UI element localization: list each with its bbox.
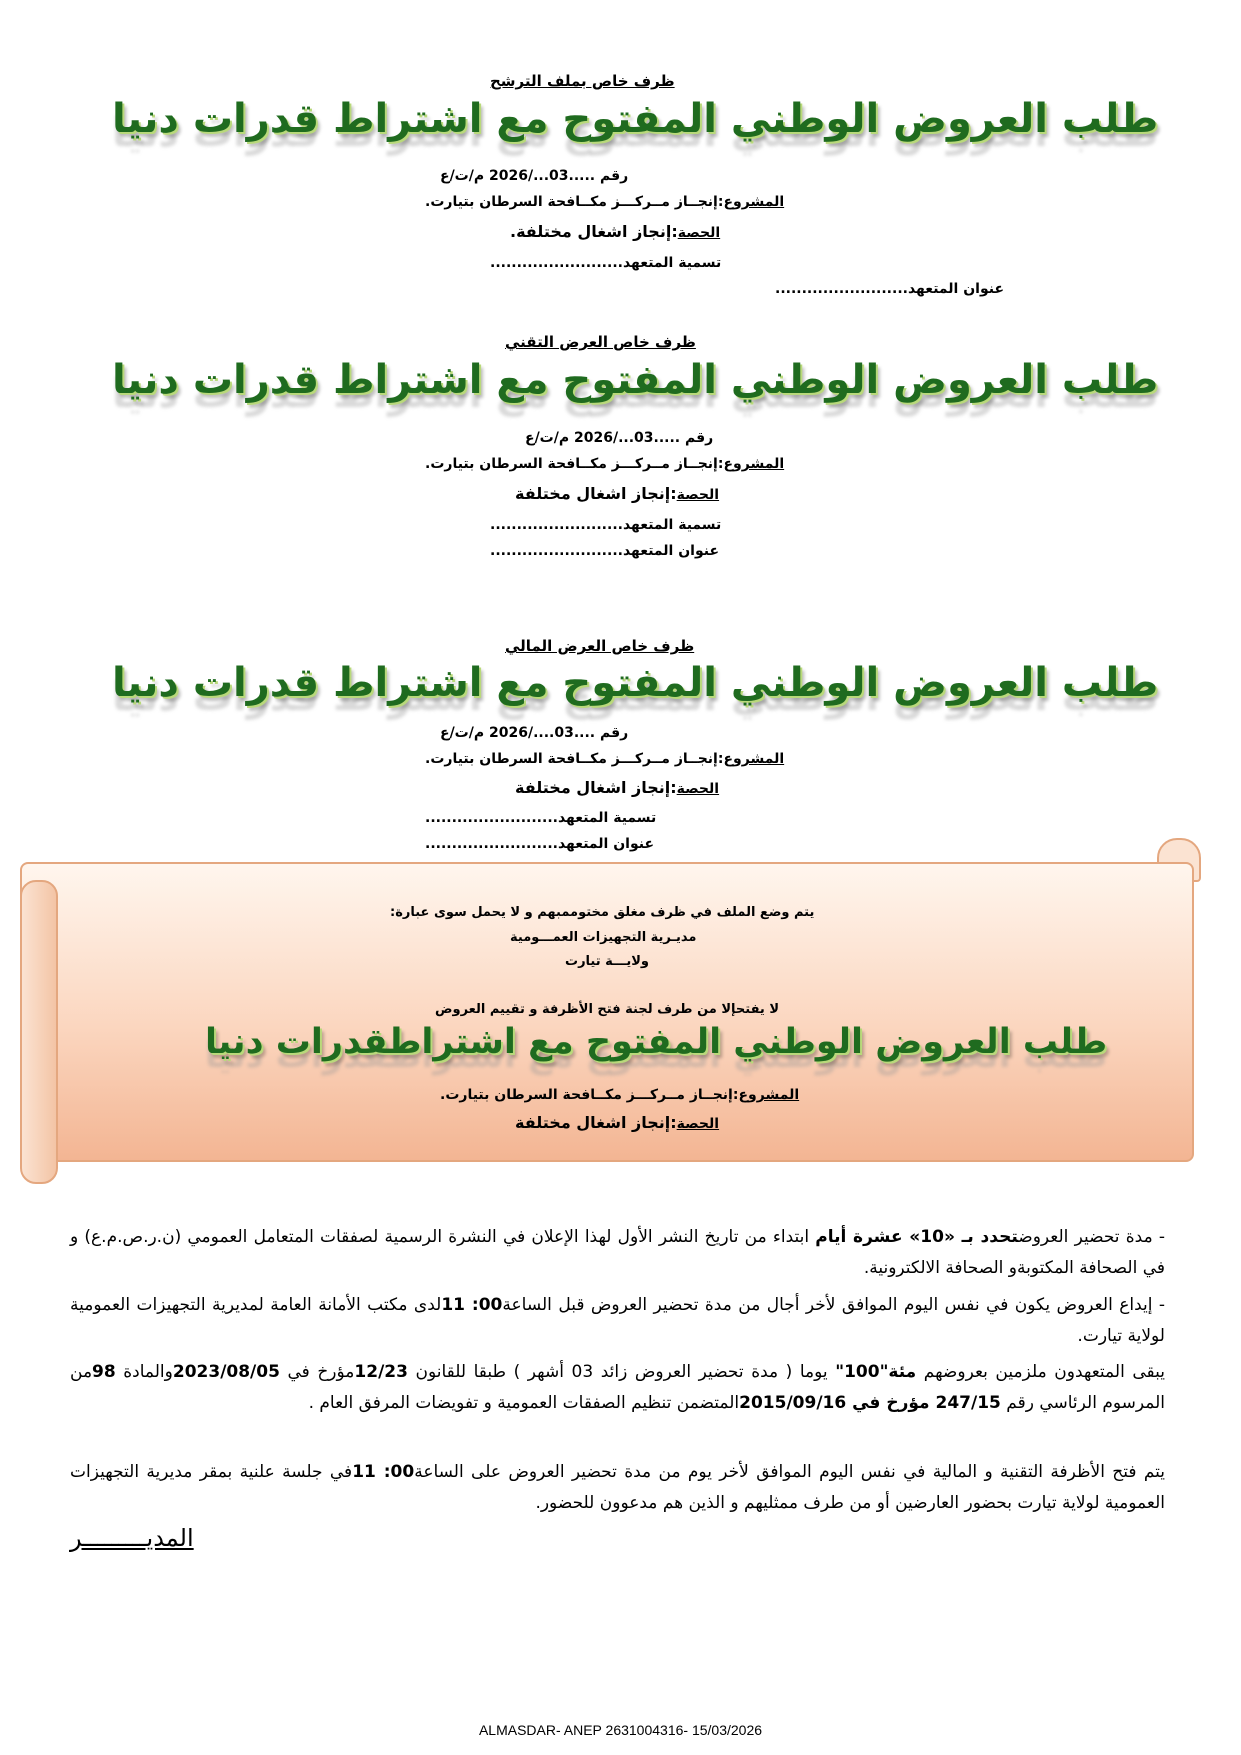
project-value: :إنجــاز مــركـــز مكــافحة السرطان بتيارت. bbox=[425, 456, 724, 472]
text: يبقى المتعهدون ملزمين بعروضهم bbox=[916, 1362, 1165, 1382]
scroll-directorate: مديـرية التجهيزات العمـــومية bbox=[510, 930, 697, 945]
text-bold: 98 bbox=[92, 1362, 116, 1382]
project-label: المشروع bbox=[723, 456, 785, 472]
project-label: المشروع bbox=[723, 751, 785, 767]
project-value: :إنجــاز مــركـــز مكــافحة السرطان بتيارت. bbox=[440, 1087, 739, 1103]
lot-label: الحصة bbox=[676, 1116, 720, 1132]
text-bold: 00: 11 bbox=[352, 1462, 415, 1482]
project-value: :إنجــاز مــركـــز مكــافحة السرطان بتيارت. bbox=[425, 194, 724, 210]
text: ابتداء من تاريخ النشر الأول لهذا الإعلان في النشرة الرسمية لصفقات المتعامل العمومي (ن.ر.ص.م.ع) و في الصحافة المكتوبةو الصحافة الالكترونية. bbox=[70, 1227, 1165, 1278]
text: - مدة تحضير العروض bbox=[1018, 1227, 1165, 1247]
paragraph-validity bbox=[70, 1357, 1165, 1419]
bidder-address: عنوان المتعهد......................... bbox=[425, 836, 655, 852]
lot-value: :إنجاز اشغال مختلفة. bbox=[510, 222, 678, 241]
project-line bbox=[425, 751, 784, 767]
tender-title: طلب العروض الوطني المفتوح مع اشتراط قدرات دنيا bbox=[112, 357, 1159, 403]
section-header: ظرف خاص العرض التقني bbox=[505, 333, 696, 351]
lot-value: :إنجاز اشغال مختلفة bbox=[515, 778, 677, 797]
text: والمادة bbox=[115, 1362, 173, 1382]
paragraph-preparation-period bbox=[70, 1222, 1165, 1284]
project-line bbox=[425, 194, 784, 210]
lot-line bbox=[510, 222, 720, 241]
text-bold: 247/15 مؤرخ في 2015/09/16 bbox=[739, 1393, 1001, 1413]
text: من المرسوم الرئاسي رقم bbox=[70, 1362, 1165, 1413]
text: المتضمن تنظيم الصفقات العمومية و تفويضات المرفق العام . bbox=[308, 1393, 740, 1413]
text-bold: 12/23 bbox=[354, 1362, 408, 1382]
tender-title: طلب العروض الوطني المفتوح مع اشتراط قدرات دنيا bbox=[112, 96, 1159, 142]
lot-value: :إنجاز اشغال مختلفة bbox=[515, 484, 677, 503]
text-bold: تحدد بـ «10» عشرة أيام bbox=[815, 1227, 1019, 1247]
tender-number: رقم .....03.../2026 م/ت/ع bbox=[525, 430, 714, 446]
scroll-instruction: يتم وضع الملف في ظرف مغلق مختوممبهم و لا يحمل سوى عبارة: bbox=[390, 905, 815, 920]
scroll-wilaya: ولايـــة تيارت bbox=[565, 954, 649, 969]
tender-number: رقم .....03.../2026 م/ت/ع bbox=[440, 168, 629, 184]
text: لدى مكتب الأمانة العامة لمديرية التجهيزات العمومية لولاية تيارت. bbox=[70, 1295, 1165, 1346]
text-bold: 00: 11 bbox=[441, 1295, 503, 1315]
lot-label: الحصة bbox=[676, 487, 720, 503]
project-line bbox=[425, 456, 784, 472]
tender-number: رقم ....03..../2026 م/ت/ع bbox=[440, 725, 629, 741]
text: يتم فتح الأظرفة التقنية و المالية في نفس اليوم الموافق لأخر يوم من مدة تحضير العروض على الساعة bbox=[414, 1462, 1166, 1482]
bidder-address: عنوان المتعهد......................... bbox=[490, 543, 720, 559]
bidder-name: تسمية المتعهد......................... bbox=[490, 255, 722, 271]
paragraph-opening bbox=[70, 1457, 1165, 1519]
text: يوما ( مدة تحضير العروض زائد 03 أشهر ) طبقا للقانون bbox=[407, 1362, 836, 1382]
bidder-name: تسمية المتعهد......................... bbox=[425, 810, 657, 826]
lot-value: :إنجاز اشغال مختلفة bbox=[515, 1113, 677, 1132]
director-signature: المديـــــــــر bbox=[70, 1524, 194, 1552]
publication-footer: ALMASDAR- ANEP 2631004316- 15/03/2026 bbox=[478, 1722, 763, 1738]
project-label: المشروع bbox=[738, 1087, 800, 1103]
scroll-project-line bbox=[440, 1087, 799, 1103]
text-bold: 2023/08/05 bbox=[172, 1362, 280, 1382]
paragraph-deposit bbox=[70, 1290, 1165, 1352]
scroll-curl-left bbox=[20, 880, 58, 1184]
section-header: ظرف خاص بملف الترشح bbox=[490, 72, 675, 90]
text-bold: مئة"100" bbox=[835, 1362, 917, 1382]
scroll-opening-note: لا يفتحإلا من طرف لجنة فتح الأظرفة و تقييم العروض bbox=[435, 1002, 780, 1017]
lot-label: الحصة bbox=[677, 225, 721, 241]
lot-label: الحصة bbox=[676, 781, 720, 797]
text: مؤرخ في bbox=[279, 1362, 355, 1382]
text: في جلسة علنية بمقر مديرية التجهيزات العمومية لولاية تيارت بحضور العارضين أو من طرف ممثليهم و الذين هم مدعوون للحضور. bbox=[70, 1462, 1165, 1513]
tender-title: طلب العروض الوطني المفتوح مع اشتراط قدرات دنيا bbox=[112, 660, 1159, 706]
project-label: المشروع bbox=[723, 194, 785, 210]
lot-line bbox=[515, 484, 719, 503]
bidder-address: عنوان المتعهد......................... bbox=[775, 281, 1005, 297]
project-value: :إنجــاز مــركـــز مكــافحة السرطان بتيارت. bbox=[425, 751, 724, 767]
scroll-title: طلب العروض الوطني المفتوح مع اشتراطقدرات دنيا bbox=[205, 1022, 1108, 1062]
scroll-lot-line bbox=[515, 1113, 719, 1132]
section-header: ظرف خاص العرض المالي bbox=[505, 637, 695, 655]
bidder-name: تسمية المتعهد......................... bbox=[490, 517, 722, 533]
text: - إيداع العروض يكون في نفس اليوم الموافق لأخر أجال من مدة تحضير العروض قبل الساعة bbox=[502, 1295, 1166, 1315]
lot-line bbox=[515, 778, 719, 797]
